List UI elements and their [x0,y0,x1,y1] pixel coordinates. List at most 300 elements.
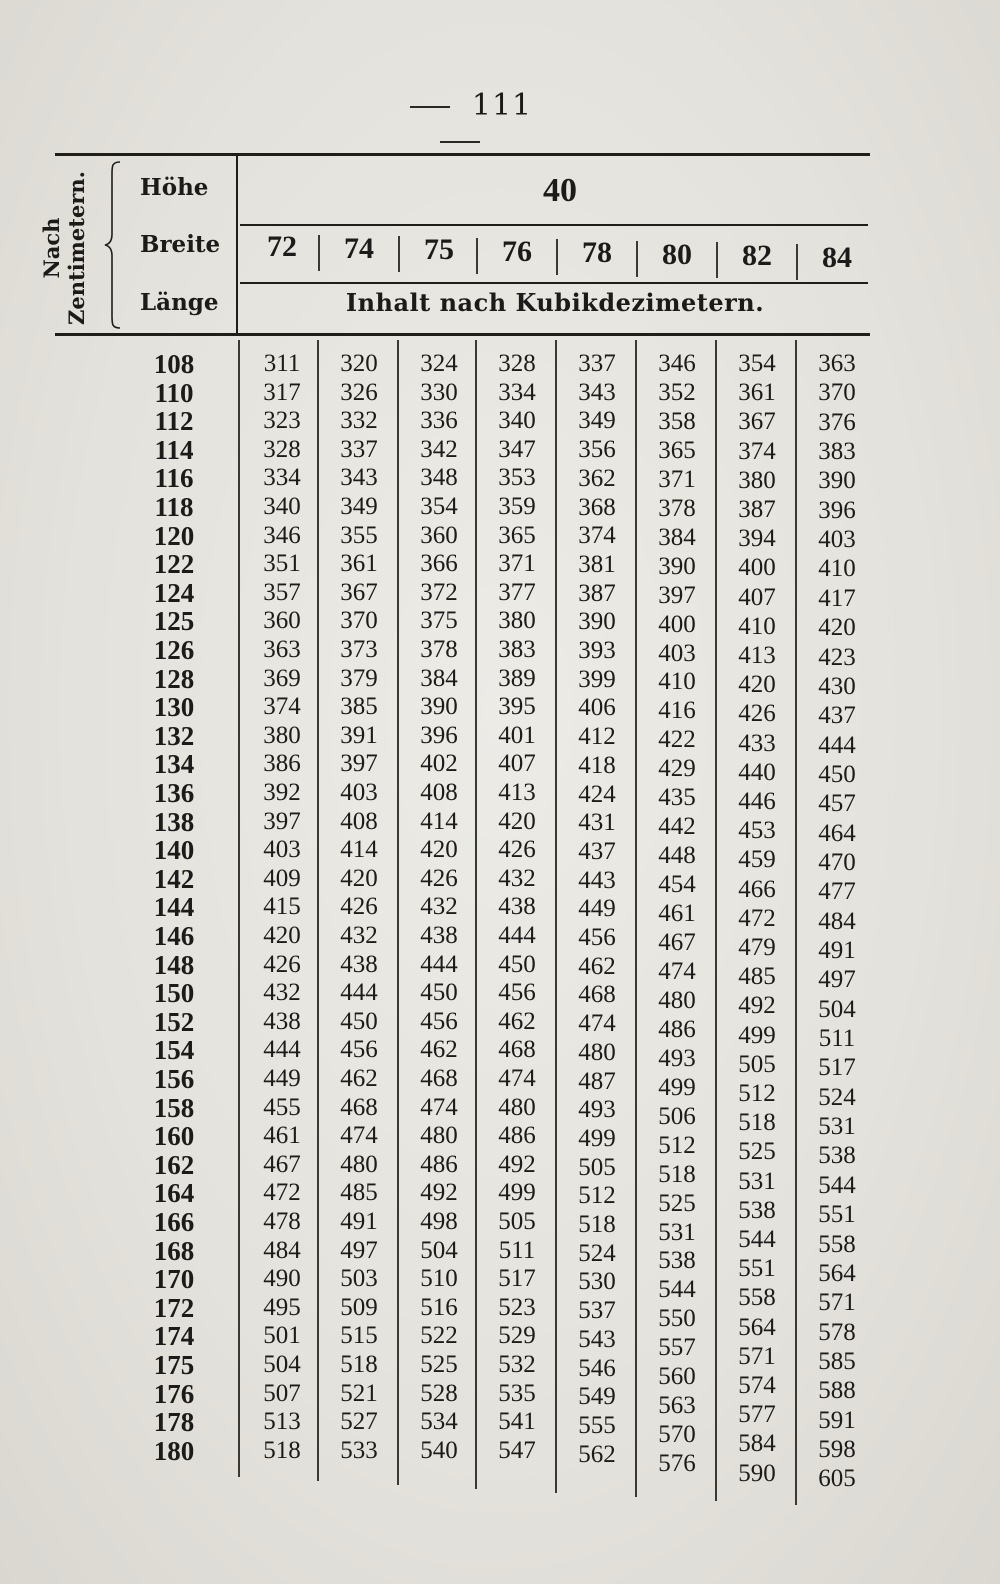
volume-cell: 466 [738,875,776,903]
volume-cell: 326 [340,378,378,406]
volume-cell: 555 [578,1411,616,1439]
hoehe-label: Höhe [140,174,209,201]
volume-cell: 383 [498,636,536,663]
volume-cell: 361 [340,550,378,578]
volume-cell: 410 [738,612,776,640]
volume-cell: 346 [658,350,696,377]
volume-cell: 524 [818,1083,856,1111]
volume-cell: 438 [420,922,458,949]
volume-cell: 373 [340,636,378,663]
volume-cell: 515 [340,1322,378,1350]
volume-cell: 497 [340,1236,378,1264]
volume-cell: 459 [738,846,776,874]
volume-cell: 577 [738,1401,776,1429]
volume-cell: 390 [578,608,616,636]
volume-cell: 432 [498,864,536,892]
volume-cell: 374 [578,522,616,550]
volume-cell: 336 [420,407,458,435]
volume-cell: 468 [498,1036,536,1064]
volume-cell: 544 [818,1171,856,1199]
volume-cell: 328 [498,350,536,377]
volume-cell: 461 [263,1122,301,1150]
length-value: 178 [153,1407,195,1438]
volume-cell: 349 [578,407,616,435]
length-value: 170 [153,1264,195,1295]
volume-cell: 432 [340,922,378,949]
volume-cell: 546 [578,1354,616,1382]
volume-cell: 541 [498,1408,536,1436]
volume-cell: 499 [738,1021,776,1049]
volume-cell: 538 [658,1247,696,1275]
volume-cell: 444 [263,1036,301,1064]
volume-cell: 420 [738,671,776,699]
page-number-dash-right [440,141,480,143]
volume-cell: 413 [498,779,536,806]
volume-cell: 547 [498,1436,536,1464]
volume-cell: 480 [498,1093,536,1121]
breite-value: 76 [502,234,532,268]
volume-cell: 484 [263,1236,301,1264]
volume-cell: 477 [818,878,856,906]
column-rule [795,340,797,1505]
volume-cell: 468 [420,1065,458,1092]
length-value: 176 [153,1378,195,1409]
volume-cell: 431 [578,809,616,837]
volume-cell: 448 [658,842,696,870]
volume-cell: 387 [578,579,616,607]
volume-cell: 538 [818,1142,856,1170]
volume-cell: 375 [420,607,458,635]
volume-cell: 358 [658,407,696,435]
volume-cell: 401 [498,721,536,749]
volume-cell: 534 [420,1408,458,1436]
hoehe-value: 40 [543,172,577,209]
volume-cell: 585 [818,1347,856,1375]
volume-cell: 511 [498,1236,536,1264]
volume-cell: 474 [420,1093,458,1121]
page-number-dash-left [410,106,450,108]
volume-cell: 437 [818,702,856,730]
volume-cell: 574 [738,1372,776,1399]
volume-cell: 317 [263,378,301,406]
volume-cell: 525 [420,1351,458,1378]
volume-cell: 584 [738,1430,776,1458]
volume-cell: 454 [658,871,696,899]
volume-cell: 342 [420,435,458,463]
length-value: 128 [153,663,195,694]
length-value: 126 [153,635,195,665]
breite-value: 74 [344,231,374,265]
volume-cell: 493 [658,1044,696,1072]
length-value: 124 [153,577,195,608]
volume-cell: 462 [340,1065,378,1092]
length-value: 152 [153,1006,195,1037]
length-value: 172 [153,1292,195,1323]
volume-cell: 518 [578,1211,616,1238]
length-value: 142 [153,863,195,894]
volume-cell: 414 [340,836,378,864]
volume-cell: 328 [263,435,301,463]
volume-cell: 432 [263,979,301,1007]
volume-cell: 443 [578,866,616,894]
length-value: 154 [153,1035,195,1066]
volume-cell: 521 [340,1379,378,1407]
volume-cell: 492 [420,1179,458,1207]
volume-cell: 531 [658,1218,696,1246]
volume-cell: 380 [498,607,536,635]
volume-cell: 392 [263,779,301,806]
volume-cell: 397 [658,581,696,609]
breite-separator [716,242,718,278]
volume-cell: 378 [658,494,696,522]
volume-cell: 384 [658,523,696,551]
volume-cell: 361 [738,379,776,407]
volume-cell: 504 [263,1351,301,1378]
laenge-rule [240,282,868,284]
volume-cell: 504 [818,995,856,1023]
volume-cell: 420 [498,807,536,835]
column-rule [238,340,240,1477]
volume-cell: 429 [658,755,696,783]
length-value: 175 [153,1350,195,1380]
volume-cell: 355 [340,521,378,549]
volume-cell: 492 [738,992,776,1020]
laenge-label: Länge [140,289,219,316]
length-value: 120 [153,520,195,551]
volume-cell: 474 [578,1010,616,1038]
volume-cell: 499 [498,1179,536,1207]
volume-cell: 468 [340,1093,378,1121]
length-value: 138 [153,806,195,837]
volume-cell: 389 [498,664,536,692]
volume-cell: 480 [658,986,696,1014]
volume-cell: 532 [498,1351,536,1378]
column-rule [317,340,319,1481]
length-value: 150 [153,978,195,1009]
volume-cell: 324 [420,350,458,377]
volume-cell: 503 [340,1265,378,1293]
volume-cell: 456 [420,1007,458,1035]
volume-cell: 591 [818,1406,856,1434]
volume-cell: 563 [658,1392,696,1420]
volume-cell: 530 [578,1268,616,1296]
volume-cell: 501 [263,1322,301,1350]
side-label-text [39,171,89,325]
volume-cell: 414 [420,807,458,835]
volume-cell: 424 [578,780,616,808]
volume-cell: 365 [498,521,536,549]
column-rule [715,340,717,1501]
volume-cell: 362 [578,464,616,492]
volume-cell: 512 [578,1182,616,1210]
volume-cell: 337 [578,350,616,377]
volume-cell: 354 [420,493,458,520]
volume-cell: 467 [658,929,696,956]
column-rule [475,340,477,1489]
volume-cell: 383 [818,438,856,466]
volume-cell: 376 [818,408,856,436]
volume-cell: 379 [340,664,378,692]
volume-cell: 378 [420,636,458,663]
volume-cell: 491 [340,1208,378,1235]
volume-cell: 330 [420,378,458,406]
volume-cell: 533 [340,1436,378,1464]
volume-cell: 369 [263,664,301,692]
volume-cell: 472 [263,1179,301,1207]
volume-cell: 423 [818,643,856,671]
volume-cell: 432 [420,893,458,921]
volume-cell: 403 [658,639,696,667]
volume-cell: 410 [658,668,696,696]
column-rule [635,340,637,1497]
volume-cell: 363 [263,636,301,663]
volume-cell: 386 [263,750,301,778]
volume-cell: 311 [263,350,301,377]
volume-cell: 352 [658,378,696,406]
volume-cell: 462 [420,1036,458,1064]
volume-cell: 449 [263,1065,301,1092]
volume-cell: 522 [420,1322,458,1350]
volume-cell: 485 [340,1179,378,1207]
volume-cell: 474 [658,957,696,985]
volume-cell: 351 [263,550,301,578]
volume-cell: 456 [578,924,616,951]
length-value: 116 [154,463,194,494]
volume-cell: 387 [738,496,776,523]
volume-cell: 468 [578,981,616,1009]
length-value: 134 [153,749,195,780]
volume-cell: 332 [340,407,378,435]
volume-cell: 360 [420,521,458,549]
side-label [39,160,90,335]
volume-cell: 438 [340,950,378,978]
volume-cell: 512 [658,1131,696,1159]
volume-cell: 353 [498,464,536,492]
volume-cell: 359 [498,493,536,520]
length-value: 148 [153,949,195,980]
volume-cell: 513 [263,1408,301,1436]
volume-cell: 456 [498,979,536,1007]
volume-cell: 564 [818,1259,856,1287]
volume-cell: 367 [738,408,776,436]
volume-cell: 408 [340,807,378,835]
volume-cell: 394 [738,525,776,553]
volume-cell: 516 [420,1293,458,1321]
volume-cell: 396 [818,496,856,524]
volume-cell: 420 [263,922,301,949]
volume-cell: 438 [263,1007,301,1035]
top-rule [55,153,870,156]
page-number-text: 111 [471,88,533,123]
volume-cell: 518 [658,1160,696,1188]
volume-cell: 430 [818,672,856,700]
volume-cell: 381 [578,550,616,578]
volume-cell: 384 [420,664,458,692]
volume-cell: 320 [340,350,378,377]
volume-cell: 340 [263,493,301,520]
volume-cell: 366 [420,550,458,578]
volume-cell: 395 [498,693,536,721]
volume-cell: 444 [498,922,536,949]
volume-cell: 399 [578,665,616,693]
volume-cell: 479 [738,934,776,961]
volume-cell: 446 [738,788,776,815]
volume-cell: 408 [420,779,458,806]
volume-cell: 517 [818,1054,856,1082]
length-value: 130 [153,692,195,723]
curly-brace-icon [104,160,122,330]
volume-cell: 570 [658,1421,696,1449]
volume-cell: 420 [818,614,856,642]
volume-cell: 474 [498,1065,536,1092]
volume-cell: 462 [498,1007,536,1035]
volume-cell: 415 [263,893,301,921]
volume-cell: 472 [738,904,776,932]
volume-cell: 426 [263,950,301,978]
volume-cell: 549 [578,1383,616,1411]
volume-cell: 412 [578,723,616,751]
volume-cell: 499 [578,1124,616,1152]
volume-cell: 426 [738,700,776,728]
volume-cell: 377 [498,578,536,606]
volume-cell: 417 [818,584,856,612]
volume-cell: 367 [340,578,378,606]
length-value: 146 [153,921,195,951]
volume-cell: 456 [340,1036,378,1064]
breite-value: 84 [822,240,852,274]
volume-cell: 374 [263,693,301,721]
volume-cell: 571 [738,1342,776,1370]
length-value: 112 [154,406,194,437]
volume-cell: 492 [498,1150,536,1178]
table-caption: Inhalt nach Kubikdezimetern. [345,288,765,317]
breite-separator [796,244,798,280]
volume-cell: 422 [658,726,696,754]
volume-cell: 426 [340,893,378,921]
volume-cell: 426 [420,864,458,892]
breite-separator [636,241,638,277]
volume-cell: 420 [340,864,378,892]
breite-value: 82 [742,239,772,272]
volume-cell: 564 [738,1313,776,1341]
volume-cell: 518 [340,1351,378,1378]
volume-cell: 334 [263,464,301,492]
volume-cell: 462 [578,952,616,980]
volume-cell: 406 [578,694,616,722]
volume-cell: 444 [818,731,856,759]
volume-cell: 551 [818,1201,856,1229]
volume-cell: 372 [420,578,458,606]
volume-cell: 509 [340,1293,378,1321]
volume-cell: 497 [818,966,856,994]
volume-cell: 453 [738,817,776,845]
volume-cell: 557 [658,1334,696,1362]
volume-cell: 499 [658,1073,696,1101]
length-value: 166 [153,1207,195,1237]
volume-cell: 380 [263,721,301,749]
volume-cell: 396 [420,721,458,749]
volume-cell: 470 [818,848,856,876]
volume-cell: 512 [738,1080,776,1107]
volume-cell: 493 [578,1096,616,1124]
length-value: 164 [153,1178,195,1209]
volume-cell: 444 [420,950,458,978]
volume-cell: 449 [578,895,616,923]
volume-cell: 416 [658,697,696,725]
volume-cell: 337 [340,435,378,463]
side-label-line2: Zentimetern. [64,170,90,325]
length-value: 160 [153,1121,195,1152]
volume-cell: 438 [498,893,536,921]
volume-cell: 527 [340,1408,378,1436]
volume-cell: 560 [658,1363,696,1391]
length-value: 180 [153,1435,195,1466]
length-value: 156 [153,1064,195,1094]
column-rule [397,340,399,1485]
length-value: 132 [153,720,195,751]
volume-cell: 426 [498,836,536,864]
breite-separator [398,236,400,272]
volume-cell: 507 [263,1379,301,1407]
volume-cell: 440 [738,758,776,786]
volume-cell: 393 [578,637,616,664]
volume-cell: 409 [263,864,301,892]
volume-cell: 390 [658,552,696,580]
volume-cell: 343 [340,464,378,492]
volume-cell: 450 [340,1007,378,1035]
volume-cell: 506 [658,1102,696,1130]
volume-cell: 357 [263,578,301,606]
volume-cell: 400 [738,554,776,582]
volume-cell: 491 [818,937,856,964]
volume-cell: 343 [578,378,616,406]
volume-cell: 484 [818,907,856,935]
volume-cell: 525 [738,1138,776,1166]
volume-cell: 420 [420,836,458,864]
volume-cell: 340 [498,407,536,435]
volume-cell: 511 [818,1025,856,1053]
volume-cell: 347 [498,435,536,463]
volume-cell: 485 [738,963,776,991]
volume-cell: 403 [263,836,301,864]
length-value: 140 [153,835,195,866]
volume-cell: 540 [420,1436,458,1464]
volume-cell: 437 [578,837,616,865]
volume-cell: 524 [578,1239,616,1267]
length-value: 162 [153,1149,195,1180]
volume-cell: 543 [578,1325,616,1353]
volume-cell: 474 [340,1122,378,1150]
volume-cell: 605 [818,1465,856,1493]
volume-cell: 390 [420,693,458,721]
volume-cell: 558 [738,1284,776,1312]
volume-cell: 490 [263,1265,301,1293]
page-number [350,88,570,158]
breite-value: 80 [662,237,692,271]
breite-rule [240,224,868,226]
volume-cell: 480 [340,1150,378,1178]
volume-cell: 370 [818,379,856,407]
volume-cell: 478 [263,1208,301,1235]
volume-cell: 498 [420,1208,458,1235]
volume-cell: 370 [340,607,378,635]
header-bottom-rule [55,333,870,336]
volume-cell: 528 [420,1379,458,1407]
volume-cell: 374 [738,437,776,465]
volume-cell: 354 [738,350,776,377]
volume-cell: 348 [420,464,458,492]
volume-cell: 544 [658,1276,696,1304]
